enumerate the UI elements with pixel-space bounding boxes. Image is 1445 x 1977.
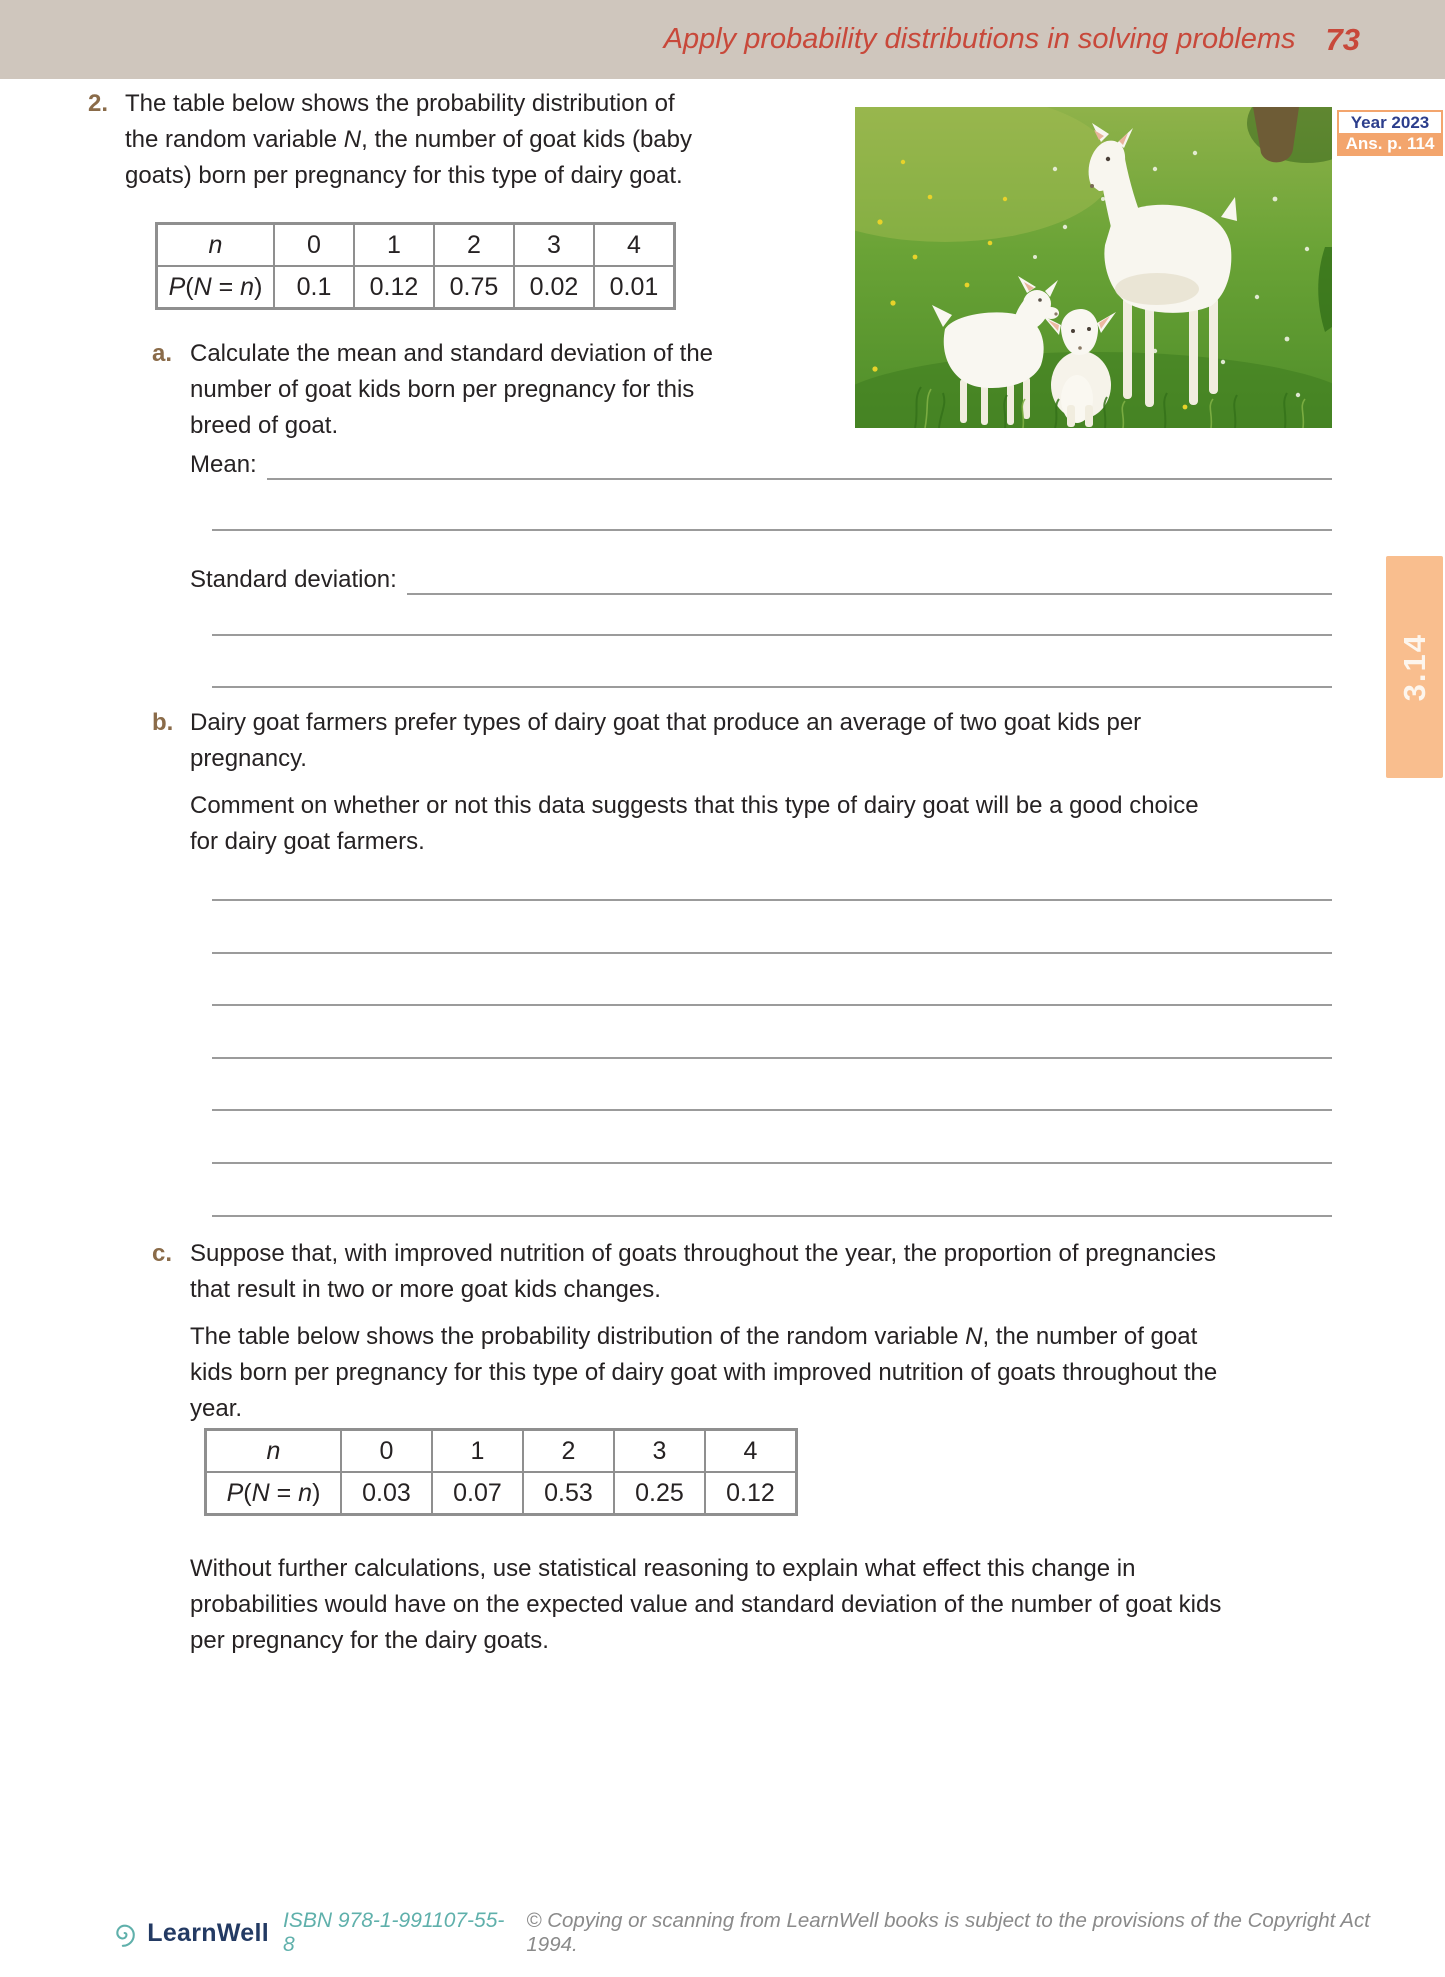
answer-line bbox=[212, 952, 1332, 954]
part-b-text bbox=[190, 705, 1199, 860]
mean-answer-row bbox=[190, 450, 1332, 480]
part-b-paragraph-2: Comment on whether or not this data suggests that this type of dairy goat will be a good choice for dairy goat farmers. bbox=[190, 792, 1199, 855]
answer-line bbox=[267, 452, 1332, 480]
page-number: 73 bbox=[1325, 21, 1360, 57]
section-tab-label: 3.14 bbox=[1396, 632, 1432, 702]
mean-label: Mean: bbox=[190, 451, 257, 478]
brand-name: LearnWell bbox=[147, 1918, 269, 1947]
probability-table-1: n 0 1 2 3 4 P(N = n) 0.1 0.12 0.75 0.02 0.01 bbox=[155, 222, 676, 310]
part-c-closing-text: Without further calculations, use statistical reasoning to explain what effect this change in probabilities would have on the expected value and standard deviation of the number of goat kids per pregnancy for the dairy goats. bbox=[190, 1555, 1222, 1654]
part-b-label: b. bbox=[152, 709, 174, 736]
part-c-text bbox=[190, 1236, 1217, 1427]
part-c-label: c. bbox=[152, 1240, 173, 1267]
part-a-text: Calculate the mean and standard deviation of the number of goat kids born per pregnancy for this breed of goat. bbox=[190, 340, 714, 439]
part-c-paragraph-2: The table below shows the probability distribution of the random variable N, the number of goat kids born per pregnancy for this type of dairy goat with improved nutrition of goats throughout the year. bbox=[190, 1323, 1218, 1422]
part-c-paragraph-1: Suppose that, with improved nutrition of goats throughout the year, the proportion of pregnancies that result in two or more goat kids changes. bbox=[190, 1240, 1216, 1303]
year-badge: Year 2023 bbox=[1339, 112, 1441, 133]
page-title: Apply probability distributions in solving problems bbox=[663, 23, 1296, 55]
answer-line bbox=[212, 1215, 1332, 1217]
answer-line bbox=[212, 1004, 1332, 1006]
section-tab bbox=[1386, 556, 1443, 778]
part-a-label: a. bbox=[152, 340, 173, 367]
header-band bbox=[0, 0, 1445, 79]
sd-answer-row bbox=[190, 565, 1332, 595]
answer-line bbox=[212, 1109, 1332, 1111]
answer-line bbox=[212, 1162, 1332, 1164]
answer-page-badge: Ans. p. 114 bbox=[1339, 133, 1441, 154]
answer-line bbox=[212, 1057, 1332, 1059]
answer-line bbox=[212, 686, 1332, 688]
footer bbox=[110, 1909, 1405, 1956]
part-b-paragraph-1: Dairy goat farmers prefer types of dairy goat that produce an average of two goat kids per pregnancy. bbox=[190, 709, 1142, 772]
answer-line bbox=[212, 899, 1332, 901]
copyright-text: © Copying or scanning from LearnWell books is subject to the provisions of the Copyright Act 1994. bbox=[526, 1909, 1370, 1956]
answer-line bbox=[212, 634, 1332, 636]
question-intro: The table below shows the probability distribution of the random variable N, the number of goat kids (baby goats) born per pregnancy for this type of dairy goat. bbox=[125, 90, 692, 189]
isbn-text: ISBN 978-1-991107-55-8 bbox=[282, 1909, 505, 1956]
answer-line bbox=[212, 529, 1332, 531]
year-answer-badge bbox=[1337, 110, 1443, 156]
goat-photo-illustration bbox=[855, 107, 1332, 428]
question-number: 2. bbox=[88, 90, 109, 117]
goat-photo bbox=[855, 107, 1332, 428]
probability-table-2: n 0 1 2 3 4 P(N = n) 0.03 0.07 0.53 0.25 0.12 bbox=[204, 1428, 798, 1516]
answer-line bbox=[407, 567, 1332, 595]
standard-deviation-label: Standard deviation: bbox=[190, 566, 397, 593]
learnwell-spiral-icon bbox=[110, 1918, 139, 1948]
